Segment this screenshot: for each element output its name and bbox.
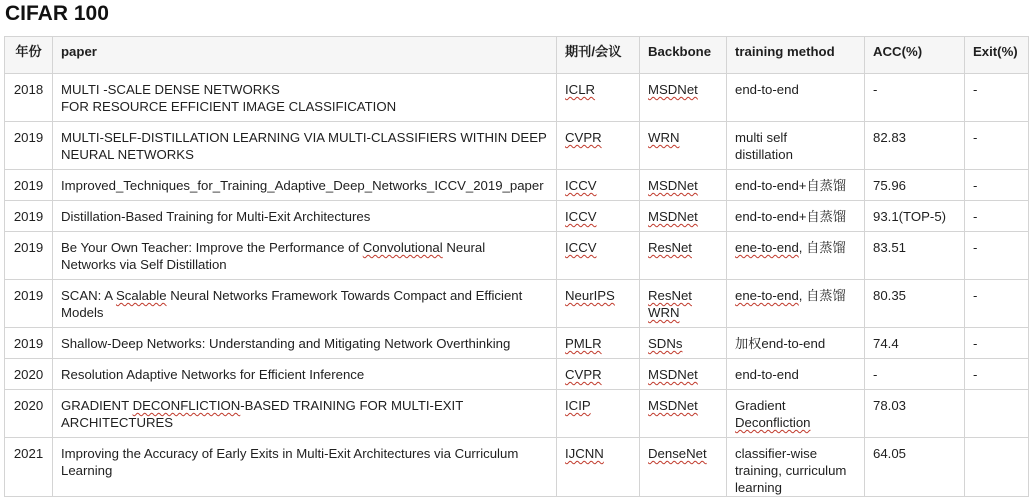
cell-backbone xyxy=(640,232,727,280)
header-acc: ACC(%) xyxy=(865,37,965,74)
cell-training-method xyxy=(727,122,865,170)
cell-exit: - xyxy=(965,74,1029,122)
backbone-text: MSDNet xyxy=(648,398,698,413)
cell-year: 2019 xyxy=(5,328,53,359)
paper-text: GRADIENT xyxy=(61,398,133,413)
table-header-row xyxy=(5,37,1029,74)
backbone-line xyxy=(648,304,718,321)
table-row xyxy=(5,74,1029,122)
training-line: multi self xyxy=(735,130,788,145)
cell-acc: 64.05 xyxy=(865,438,965,497)
paper-line: FOR RESOURCE EFFICIENT IMAGE CLASSIFICATION xyxy=(61,99,397,114)
cell-exit: - xyxy=(965,280,1029,328)
cell-backbone xyxy=(640,328,727,359)
cell-venue xyxy=(557,170,640,201)
venue-text: ICCV xyxy=(565,209,597,224)
backbone-text: ResNet xyxy=(648,288,692,303)
training-line: distillation xyxy=(735,147,793,162)
cell-backbone xyxy=(640,438,727,497)
cell-paper: Distillation-Based Training for Multi-Exit Architectures xyxy=(53,201,557,232)
cell-backbone xyxy=(640,359,727,390)
cell-paper: Improved_Techniques_for_Training_Adaptive_Deep_Networks_ICCV_2019_paper xyxy=(53,170,557,201)
cell-exit: - xyxy=(965,201,1029,232)
cell-venue xyxy=(557,74,640,122)
cell-paper: Shallow-Deep Networks: Understanding and Mitigating Network Overthinking xyxy=(53,328,557,359)
cell-training-method xyxy=(727,280,865,328)
training-line: classifier-wise xyxy=(735,446,818,461)
paper-line: Improving the Accuracy of Early Exits in Multi-Exit Architectures via Curriculum xyxy=(61,446,519,461)
paper-text: Neural Networks Framework Towards Compact and Efficient xyxy=(166,288,523,303)
paper-line: Learning xyxy=(61,463,113,478)
cell-venue xyxy=(557,328,640,359)
training-line: Gradient xyxy=(735,398,786,413)
cell-acc: 80.35 xyxy=(865,280,965,328)
backbone-text: ResNet xyxy=(648,240,692,255)
header-backbone: Backbone xyxy=(640,37,727,74)
cell-exit: - xyxy=(965,328,1029,359)
training-text-flagged: Deconfliction xyxy=(735,415,811,430)
cell-year: 2019 xyxy=(5,232,53,280)
backbone-text: WRN xyxy=(648,130,680,145)
cell-year: 2020 xyxy=(5,359,53,390)
paper-line xyxy=(61,239,548,256)
cell-venue xyxy=(557,390,640,438)
cell-acc: 83.51 xyxy=(865,232,965,280)
cell-training-method: end-to-end+自蒸馏 xyxy=(727,201,865,232)
cell-acc: - xyxy=(865,74,965,122)
cell-training-method xyxy=(727,232,865,280)
paper-text: Be Your Own Teacher: Improve the Performance of xyxy=(61,240,363,255)
cell-acc: 82.83 xyxy=(865,122,965,170)
venue-text: ICCV xyxy=(565,240,597,255)
cell-training-method: end-to-end xyxy=(727,74,865,122)
cell-year: 2019 xyxy=(5,170,53,201)
cell-venue xyxy=(557,232,640,280)
cell-exit: - xyxy=(965,359,1029,390)
cell-backbone xyxy=(640,170,727,201)
cell-paper xyxy=(53,122,557,170)
cell-venue xyxy=(557,438,640,497)
cell-venue xyxy=(557,280,640,328)
table-row xyxy=(5,359,1029,390)
paper-text: Neural xyxy=(442,240,486,255)
training-text: , 自蒸馏 xyxy=(798,240,846,255)
backbone-text: DenseNet xyxy=(648,446,707,461)
cell-year: 2020 xyxy=(5,390,53,438)
cell-paper: Resolution Adaptive Networks for Efficient Inference xyxy=(53,359,557,390)
header-venue: 期刊/会议 xyxy=(557,37,640,74)
venue-text: CVPR xyxy=(565,367,602,382)
backbone-line xyxy=(648,287,718,304)
cell-backbone xyxy=(640,280,727,328)
paper-line: MULTI -SCALE DENSE NETWORKS xyxy=(61,82,280,97)
cell-training-method xyxy=(727,438,865,497)
backbone-text: MSDNet xyxy=(648,178,698,193)
backbone-text: WRN xyxy=(648,305,680,320)
paper-text-flagged: Scalable xyxy=(115,288,167,303)
cell-venue xyxy=(557,201,640,232)
paper-text: SCAN: A xyxy=(61,288,116,303)
venue-text: ICCV xyxy=(565,178,597,193)
training-line: training, curriculum xyxy=(735,463,847,478)
cell-acc: - xyxy=(865,359,965,390)
training-line xyxy=(735,414,856,431)
backbone-text: MSDNet xyxy=(648,367,698,382)
table-row xyxy=(5,201,1029,232)
header-year: 年份 xyxy=(5,37,53,74)
cell-backbone xyxy=(640,390,727,438)
page-title: CIFAR 100 xyxy=(5,2,109,25)
cell-venue xyxy=(557,359,640,390)
cell-exit: - xyxy=(965,122,1029,170)
table-row xyxy=(5,232,1029,280)
cell-training-method xyxy=(727,390,865,438)
training-line: learning xyxy=(735,480,782,495)
paper-text-flagged: DECONFLICTION xyxy=(132,398,241,413)
venue-text: NeurIPS xyxy=(565,288,615,303)
table-row xyxy=(5,280,1029,328)
header-exit: Exit(%) xyxy=(965,37,1029,74)
cell-exit: - xyxy=(965,170,1029,201)
results-table xyxy=(4,36,1029,497)
paper-text-flagged: Convolutional xyxy=(362,240,443,255)
backbone-text: SDNs xyxy=(648,336,683,351)
paper-line: Networks via Self Distillation xyxy=(61,257,227,272)
cell-year: 2019 xyxy=(5,280,53,328)
cell-backbone xyxy=(640,122,727,170)
cell-acc: 78.03 xyxy=(865,390,965,438)
cell-acc: 75.96 xyxy=(865,170,965,201)
training-text-flagged: ene-to-end xyxy=(735,288,799,303)
cell-training-method: end-to-end xyxy=(727,359,865,390)
paper-line: NEURAL NETWORKS xyxy=(61,147,194,162)
backbone-text: MSDNet xyxy=(648,82,698,97)
cell-training-method: 加权end-to-end xyxy=(727,328,865,359)
table-row xyxy=(5,328,1029,359)
cell-paper xyxy=(53,390,557,438)
cell-paper xyxy=(53,74,557,122)
table-row xyxy=(5,170,1029,201)
cell-year: 2018 xyxy=(5,74,53,122)
cell-acc: 74.4 xyxy=(865,328,965,359)
cell-exit xyxy=(965,390,1029,438)
cell-acc: 93.1(TOP-5) xyxy=(865,201,965,232)
venue-text: ICLR xyxy=(565,82,596,97)
paper-line: MULTI-SELF-DISTILLATION LEARNING VIA MULTI-CLASSIFIERS WITHIN DEEP xyxy=(61,130,547,145)
cell-year: 2021 xyxy=(5,438,53,497)
cell-venue xyxy=(557,122,640,170)
venue-text: ICIP xyxy=(565,398,591,413)
venue-text: IJCNN xyxy=(565,446,604,461)
cell-exit: - xyxy=(965,232,1029,280)
cell-backbone xyxy=(640,74,727,122)
cell-training-method: end-to-end+自蒸馏 xyxy=(727,170,865,201)
header-paper: paper xyxy=(53,37,557,74)
paper-text: -BASED TRAINING FOR MULTI-EXIT ARCHITECTURES xyxy=(61,398,464,430)
training-text-flagged: ene-to-end xyxy=(735,240,799,255)
venue-text: PMLR xyxy=(565,336,602,351)
table-row xyxy=(5,438,1029,497)
cell-backbone xyxy=(640,201,727,232)
cell-exit xyxy=(965,438,1029,497)
header-training-method: training method xyxy=(727,37,865,74)
cell-year: 2019 xyxy=(5,201,53,232)
table-row xyxy=(5,122,1029,170)
venue-text: CVPR xyxy=(565,130,602,145)
paper-line: Models xyxy=(61,305,104,320)
cell-paper xyxy=(53,438,557,497)
table-row xyxy=(5,390,1029,438)
backbone-text: MSDNet xyxy=(648,209,698,224)
cell-paper xyxy=(53,232,557,280)
cell-paper xyxy=(53,280,557,328)
training-text: , 自蒸馏 xyxy=(798,288,846,303)
cell-year: 2019 xyxy=(5,122,53,170)
paper-line xyxy=(61,287,548,304)
